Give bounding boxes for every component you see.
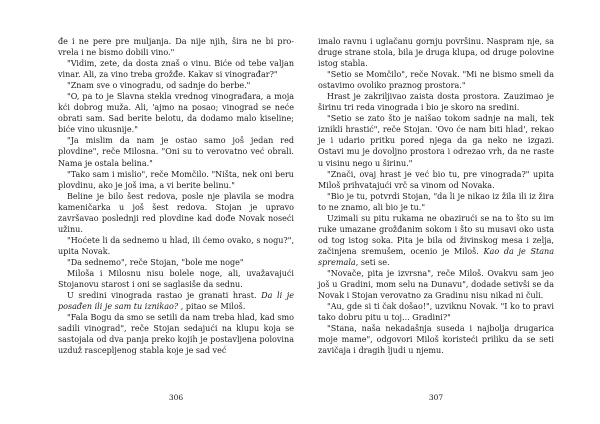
- text-segment: , pitao se Miloš.: [178, 302, 246, 312]
- paragraph: [58, 135, 294, 168]
- text-segment: "Bio je tu, potvrdi Stojan, "da li je nikao iz žila ili iz žira to ne znamo, ali bio je tu.": [318, 191, 554, 212]
- paragraph: [58, 58, 294, 80]
- text-segment: đe i ne pere pre muljanja. Da nije njih, šira ne bi pro-vrela i ne bismo dobili vino.": [58, 37, 294, 58]
- paragraph: [58, 290, 294, 312]
- right-page: [318, 36, 554, 386]
- paragraph: [58, 235, 294, 257]
- text-segment: "Tako sam i mislio", reče Momčilo. "Ništa, nek oni beru plovdinu, ako je još ima, a vi berite belinu.": [58, 169, 294, 190]
- text-segment: "Znam sve o vinogradu, od sadnje do berbe.": [67, 81, 251, 91]
- text-segment: Miloša i Milosnu nisu bolele noge, ali, uvažavajući Stojanovu starost i oni se saglasiše da sednu.: [58, 268, 294, 290]
- text-segment: "O, pa to je Slavna stekla vrednog vinograđara, a moja kći dobrog muža. Ali, 'ajmo na posao; vinograd se neće obrati sam. Sad berite belotu, da dodamo malo kiseline; biće vino ukusnije.": [58, 92, 294, 135]
- paragraph: [58, 268, 294, 290]
- text-segment: , seti se.: [355, 257, 390, 267]
- text-segment: "Stana, naša nekadašnja suseda i najbolja drugarica moje mame", odgovori Miloš koristeći priliku da se seti zavičaja i dragih ljudi u njemu.: [318, 324, 554, 356]
- paragraph: [318, 169, 554, 191]
- paragraph: [318, 191, 554, 213]
- text-segment: U sredini vinograda rastao je granati hrast.: [67, 291, 262, 301]
- text-segment: "Ja mislim da nam je ostao samo još jedan red plovdine", reče Milosna. "Oni su to verovatno već obrali. Nama je ostala belina.": [58, 136, 294, 168]
- text-segment: "Fala Bogu da smo se setili da nam treba hlad, kad smo sadili vinograd", reče Stojan sedajući na klupu koja se sastojala od dva panja preko kojih je postavljena polovina uzduž rascepljenog stabla koje je sad već: [58, 313, 294, 356]
- paragraph: [58, 312, 294, 356]
- left-page: [58, 36, 294, 386]
- paragraph: [318, 36, 554, 69]
- text-segment: Beline je bilo šest redova, posle nje plavila se modra kameničarka u još šest redova. Stojan je upravo završavao poslednji red plovdine kad dođe Novak noseći užinu.: [58, 191, 294, 234]
- text-segment: Hrast je zakriljivao zaista dosta prostora. Zauzimao je širinu tri reda vinograda i bio je skoro na sredini.: [318, 92, 554, 113]
- text-segment: "Novače, pita je izvrsna", reče Miloš. Ovakvu sam jeo još u Gradini, mom selu na Dunavu", dodade setivši se da Novak i Stojan verovatno za Gradinu nisu nikad ni čuli.: [318, 268, 554, 301]
- paragraph: [318, 91, 554, 113]
- paragraph: [318, 213, 554, 268]
- paragraph: [58, 191, 294, 235]
- paragraph: [318, 69, 554, 91]
- italic-segment: Kao da je Stana spremala: [318, 246, 554, 267]
- paragraph: [58, 80, 294, 91]
- text-segment: imalo ravnu i uglačanu gornju površinu. Naspram nje, sa druge strane stola, bila je druga klupa, od druge polovine istog stabla.: [318, 37, 554, 69]
- text-segment: "Da sednemo", reče Stojan, "bole me noge": [67, 257, 244, 267]
- paragraph: [318, 323, 554, 356]
- paragraph: [318, 268, 554, 301]
- page-number-left: 306: [168, 393, 184, 402]
- paragraph: [318, 113, 554, 168]
- paragraph: [58, 257, 294, 268]
- page-number-right: 307: [428, 393, 444, 402]
- italic-segment: Da li je posađen ili je sam tu iznikao?: [58, 291, 294, 312]
- text-segment: Uzimali su pitu rukama ne obazirući se na to što su im ruke umazane grožđanim sokom i što su musavi oko usta od tog istog soka. Pita je bila od živinskog mesa i zelja, začinjena sremušem, ocenio je Miloš.: [318, 213, 554, 256]
- paragraph: [318, 301, 554, 323]
- text-segment: "Vidim, zete, da dosta znaš o vinu. Biće od tebe valjan vinar. Ali, za vino treba grožđe. Kakav si vinograđar?": [58, 59, 294, 80]
- text-segment: "Hoćete li da sednemo u hlad, ili ćemo ovako, s nogu?", upita Novak.: [58, 235, 294, 256]
- text-segment: "Setio se zato što je naišao tokom sadnje na mali, tek iznikli hrastić", reče Stojan. 'Ovo će nam biti hlad', rekao je i udario pritku pored njega da ga neko ne izgazi. Ostavi mu je dovoljno prostora i odrezao vrh, da ne raste u visinu nego u širinu.": [318, 114, 554, 168]
- paragraph: [58, 91, 294, 135]
- paragraph: [58, 169, 294, 191]
- text-segment: "Setio se Momčilo", reče Novak. "Mi ne bismo smeli da ostavimo ovoliko praznog prostora.": [318, 70, 554, 91]
- text-segment: "Au, gde si ti čak došao!", uzviknu Novak. "I ko to pravi tako dobru pitu u toj... Gradini?": [318, 302, 554, 323]
- paragraph: [58, 36, 294, 58]
- text-segment: "Znači, ovaj hrast je već bio tu, pre vinograda?" upita Miloš prihvatajući vrč sa vinom od Novaka.: [318, 169, 554, 190]
